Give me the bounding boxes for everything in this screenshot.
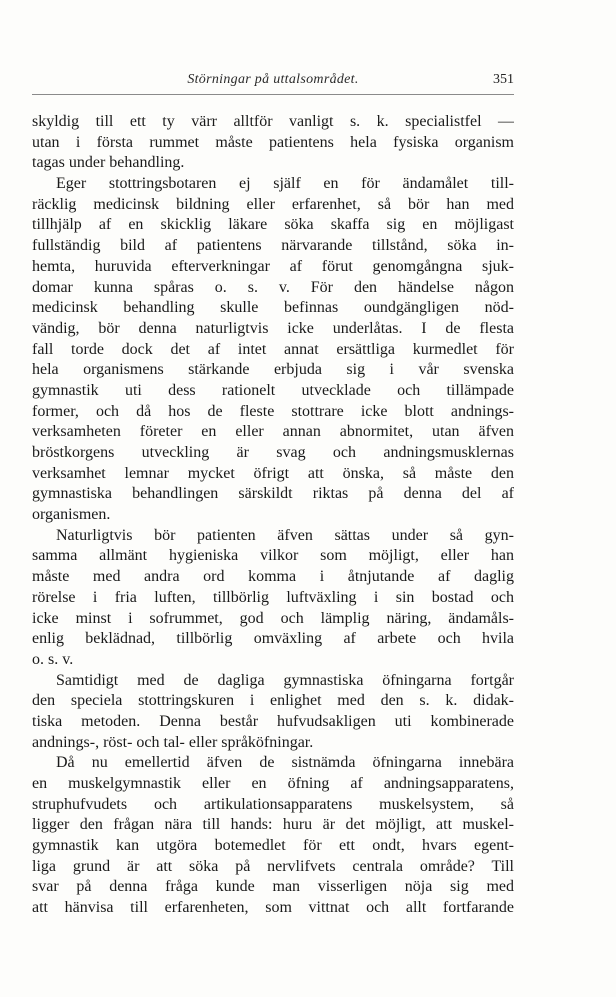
text-line: rörelse i fria luften, tillbörlig luftväxling i sin bostad och — [32, 588, 514, 606]
text-line: tiska metoden. Denna består hufvudsakligen uti kombinerade — [32, 712, 514, 730]
text-line: räcklig medicinsk bildning eller erfarenhet, så bör han med — [32, 195, 514, 213]
text-line: medicinsk behandling skulle befinnas oundgängligen nöd- — [32, 299, 514, 317]
text-line: fall torde dock det af intet annat ersättliga kurmedlet för — [32, 340, 514, 358]
text-line: utan i första rummet måste patientens hela fysiska organism — [32, 133, 514, 151]
text-line: verksamhet lemnar mycket öfrigt att önska, så måste den — [32, 464, 514, 482]
text-line: svar på denna fråga kunde man visserligen nöja sig med — [32, 878, 514, 896]
text-line: gymnastik uti dess rationelt utvecklade och tillämpade — [32, 381, 514, 399]
text-line: Samtidigt med de dagliga gymnastiska öfningarna fortgår — [56, 671, 514, 689]
text-line: hela organismens stärkande erbjuda sig i vår svenska — [32, 361, 514, 379]
text-line: skyldig till ett ty värr alltför vanligt s. k. specialistfel — — [32, 113, 514, 130]
text-line: bröstkorgens utveckling är svag och andningsmusklernas — [32, 444, 514, 461]
running-title: Störningar på uttalsområdet. — [187, 72, 359, 87]
text-line: den speciela stottringskuren i enlighet med den s. k. didak- — [32, 692, 514, 710]
text-line: gymnastik kan utgöra botemedlet för ett ondt, hvars egent- — [32, 837, 514, 855]
text-line: samma allmänt hygieniska vilkor som möjligt, eller han — [32, 547, 514, 565]
text-line: icke minst i sofrummet, god och lämplig näring, ändamåls- — [32, 609, 514, 627]
text-line: måste med andra ord komma i åtnjutande af daglig — [32, 568, 514, 586]
text-line: liga grund är att söka på nervlifvets centrala område? Till — [32, 857, 514, 875]
body-text — [32, 112, 514, 919]
header-rule — [32, 94, 514, 95]
text-line: hemta, huruvida efterverkningar af förut genomgångna sjuk- — [32, 257, 514, 275]
text-line: verksamheten företer en eller annan abnormitet, utan äfven — [32, 423, 514, 441]
text-line: Eger stottringsbotaren ej själf en för ändamålet till- — [56, 175, 514, 193]
text-line: andnings-, röst- och tal- eller språköfningar. — [32, 733, 314, 751]
text-line: struphufvudets och artikulationsapparatens muskelsystem, så — [32, 795, 514, 813]
text-line: domar kunna spåras o. s. v. För den händelse någon — [32, 278, 514, 296]
text-line: enlig beklädnad, tillbörlig omväxling af arbete och hvila — [32, 630, 514, 648]
text-line: organismen. — [32, 506, 111, 524]
running-head — [32, 72, 514, 92]
text-line: former, och då hos de fleste stottrare icke blott andnings- — [32, 402, 514, 420]
text-line: Då nu emellertid äfven de sistnämda öfningarna innebära — [56, 754, 514, 772]
text-line: gymnastiska behandlingen särskildt riktas på denna del af — [32, 485, 514, 503]
text-line: o. s. v. — [32, 650, 74, 668]
text-line: en muskelgymnastik eller en öfning af andningsapparatens, — [32, 775, 514, 792]
text-line: fullständig bild af patientens närvarande tillstånd, söka in- — [32, 237, 514, 255]
text-line: tagas under behandling. — [32, 154, 185, 172]
text-line: vändig, bör denna naturligtvis icke underlåtas. I de flesta — [32, 319, 514, 337]
text-line: att hänvisa till erfarenheten, som vittnat och allt fortfarande — [32, 899, 514, 917]
page-number: 351 — [493, 72, 514, 87]
text-line: tillhjälp af en skicklig läkare söka skaffa sig en möjligast — [32, 216, 514, 234]
text-line: Naturligtvis bör patienten äfven sättas under så gyn- — [56, 526, 514, 544]
text-line: ligger den frågan nära till hands: huru är det möjligt, att muskel- — [32, 816, 514, 834]
